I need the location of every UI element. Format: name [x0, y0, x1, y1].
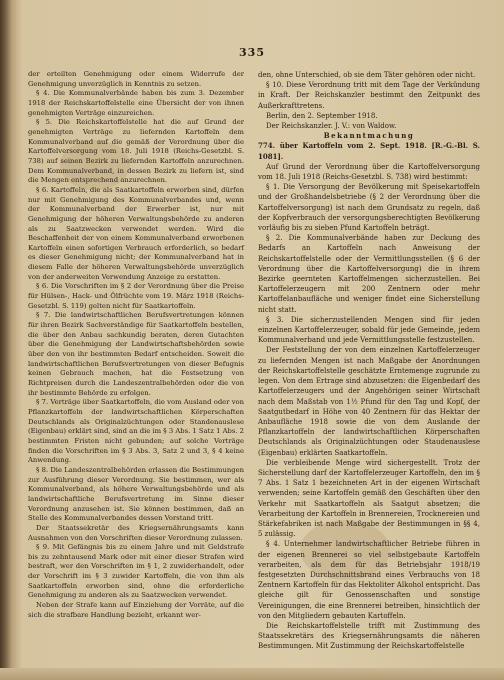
paragraph: § 5. Die Reichskartoffelstelle hat die auf Grund der genehmigten Verträge zu liefernden Kartoffeln dem Kommunalverband auf die gemäß der Verordnung über die Kartoffelversorgung vom 18. Juli 1918 (Reichs-Gesetzbl. S. 738) auf seinen Bezirk zu liefernden Kartoffeln anzurechnen. Dem Kommunalverband, in dessen Bezirk zu liefern ist, sind die Mengen entsprechend anzurechnen.: [28, 118, 244, 185]
section-subheading: 774. über Kartoffeln vom 2. Sept. 1918. [R.-G.-Bl. S. 1081].: [258, 141, 480, 161]
paragraph: § 4. Unternehmer landwirtschaftlicher Betriebe führen in der eigenen Brennerei so viel selbstgebaute Kartoffeln verarbeiten, als dem für das Betriebsjahr 1918/19 festgesetzten Durchschnittsbrand eines Verbrauchs von 18 Zentnern Kartoffeln für das Hektoliter Alkohol entspricht. Das gleiche gilt für Genossenschaften und sonstige Vereinigungen, die eine Brennerei betreiben, hinsichtlich der von den Mitgliedern gebauten Kartoffeln.: [258, 540, 480, 620]
paragraph: § 8. Die Landeszentralbehörden erlassen die Bestimmungen zur Ausführung dieser Verordnung. Sie bestimmen, wer als Kommunalverband, als höhere Verwaltungsbehörde und als landwirtschaftliche Berufsvertretung im Sinne dieser Verordnung anzusehen ist. Sie können bestimmen, daß an Stelle des Kommunalverbandes dessen Vorstand tritt.: [28, 465, 244, 523]
date-line: Berlin, den 2. September 1918.: [266, 111, 378, 120]
paragraph: Auf Grund der Verordnung über die Kartoffelversorgung vom 18. Juli 1918 (Reichs-Gesetzbl. S. 738) wird bestimmt:: [258, 162, 480, 182]
paragraph: § 6. Kartoffeln, die als Saatkartoffeln erworben sind, dürfen nur mit Genehmigung des Kommunalverbandes und, wenn der Kommunalverband der Erwerber ist, nur mit Genehmigung der höheren Verwaltungsbehörde zu anderen als zu Saatzwecken verwendet werden. Wird die Beschaffenheit der von einem Kommunalverband erworbenen Kartoffeln einen sofortigen Verbrauch erforderlich, so bedarf es dieser Genehmigung nicht; der Kommunalverband hat in diesem Falle der höheren Verwaltungsbehörde unverzüglich von der anderweiten Verwendung Anzeige zu erstatten.: [28, 185, 244, 281]
paragraph: Die verbleibende Menge wird sichergestellt. Trotz der Sicherstellung darf der Kartoffelerzeuger Kartoffeln, den im § 7 Abs. 1 Satz 1 bezeichneten Art in der eigenen Wirtschaft verwenden; seine Kartoffeln gemäß den Geschäften über den Verkehr mit Saatkartoffeln als Saatgut absetzen; die Verarbeitung der Kartoffeln in Brennereien, Trocknereien und Stärkefabriken ist nach Maßgabe der Bestimmungen in §§ 4, 5 zulässig.: [258, 458, 480, 539]
page-number: 335: [239, 46, 265, 59]
paragraph: Der Staatssekretär des Kriegsernährungsamts kann Ausnahmen von den Vorschriften dieser Verordnung zulassen.: [28, 523, 244, 542]
paragraph: § 2. Die Kommunalverbände haben zur Deckung des Bedarfs an Kartoffeln nach Anweisung der Reichskartoffelstelle oder der Vermittlungsstellen (§ 6 der Verordnung über die Kartoffelversorgung) die in ihrem Bezirke geernteten Kartoffelmengen sicherzustellen. Bei Kartoffelerzeugern mit 200 Zentnern oder mehr Kartoffelanbaufläche und weniger findet eine Sicherstellung nicht statt.: [258, 234, 480, 314]
page-bottom-edge: [0, 668, 504, 680]
paragraph: § 10. Diese Verordnung tritt mit dem Tage der Verkündung in Kraft. Der Reichskanzler bestimmt den Zeitpunkt des Außerkrafttretens.: [258, 81, 480, 110]
signature-line: Der Reichskanzler. J. V.: von Waldow.: [266, 122, 397, 131]
paragraph: den, ohne Unterschied, ob sie dem Täter gehören oder nicht.: [258, 71, 476, 79]
paragraph: § 3. Die sicherzustellenden Mengen sind für jeden einzelnen Kartoffelerzeuger, sobald für jede Gemeinde, jedem Kommunalverband und jede Vermittlungsstelle festzustellen.: [258, 315, 480, 345]
right-column: [258, 70, 480, 652]
paragraph: § 7. Verträge über Saatkartoffeln, die vom Ausland oder von Pflanzkartoffeln der landwirtschaftlichen Körperschaften Deutschlands als Originalzüchtungen oder Standenauslese (Eigenbau) erklärt sind, sind an die im § 3 Abs. 1 Satz 1 Abs. 2 bestimmten Fristen nicht gebunden; auf solche Verträge finden die Vorschriften im § 3 Abs. 3, Satz 2 und 3, § 4 keine Anwendung.: [28, 398, 244, 465]
paragraph: Die Reichskartoffelstelle trifft mit Zustimmung des Staatssekretärs des Kriegsernährungsamts die näheren Bestimmungen. Mit Zustimmung der Reichskartoffelstelle: [258, 621, 480, 651]
section-heading: Bekanntmachung: [323, 131, 415, 141]
left-column: [28, 70, 244, 620]
paragraph: § 7. Die landwirtschaftlichen Berufsvertretungen können für ihren Bezirk Sachverständige für Saatkartoffeln bestellen, die über den Anbau sachkundig beraten, deren Gutachten über die Genehmigung der Landwirtschaftsbehörden sowie über den von ihr bestimmten Bedarf entscheiden. Soweit die landwirtschaftlichen Berufsvertretungen von dieser Befugnis keinen Gebrauch machen, hat die Festsetzung von Richtpreisen durch die Landeszentralbehörden oder die von ihr bestimmte Behörde zu erfolgen.: [28, 311, 244, 397]
paragraph: § 9. Mit Gefängnis bis zu einem Jahre und mit Geldstrafe bis zu zehntausend Mark oder mit einer dieser Strafen wird bestraft, wer den Vorschriften im § 1, 2 zuwiderhandelt, oder der Vorschrift im § 3 zuwider Kartoffeln, die von ihm als Saatkartoffeln erworben sind, ohne die erforderliche Genehmigung zu anderen als zu Saatzwecken verwendet.: [28, 543, 244, 600]
paragraph: § 1. Die Versorgung der Bevölkerung mit Speisekartoffeln und der Großhandelsbetriebe (§ 2 der Verordnung über die Kartoffelversorgung) ist nach dem Grundsatz zu regeln, daß der Kopfverbrauch der versorgungsberechtigten Bevölkerung vorläufig bis zu sieben Pfund Kartoffeln beträgt.: [258, 183, 480, 233]
paragraph: Neben der Strafe kann auf Einziehung der Vorräte, auf die sich die strafbare Handlung bezieht, erkannt wer-: [28, 601, 244, 619]
paragraph: § 4. Die Kommunalverbände haben bis zum 3. Dezember 1918 der Reichskartoffelstelle eine Übersicht der von ihnen genehmigten Verträge einzureichen.: [28, 89, 244, 117]
paragraph: der erteilten Genehmigung oder einem Widerrufe der Genehmigung unverzüglich in Kenntnis zu setzen.: [28, 70, 244, 88]
paragraph: Der Feststellung der von dem einzelnen Kartoffelerzeuger zu liefernden Mengen ist nach Maßgabe der Anordnungen der Reichskartoffelstelle geschätzte Erntemenge zugrunde zu legen. Von dem Ertrage sind abzusetzen: die Eigenbedarf des Kartoffelerzeugers und der Angehörigen seiner Wirtschaft nach dem Maßstab von 1½ Pfund für den Tag und Kopf, der Saatgutbedarf in Höhe von 40 Zentnern für das Hektar der Anbaufläche 1918 sowie die von dem Auslande der Pflanzkartoffeln der landwirtschaftlichen Körperschaften Deutschlands als Originalzüchtungen oder Staudenauslese (Eigenbau) erklärten Saatkartoffeln.: [258, 346, 480, 457]
paragraph: § 6. Die Vorschriften im § 2 der Verordnung über die Preise für Hülsen-, Hack- und Ölfrüchte vom 19. März 1918 (Reichs-Gesetzbl. S. 119) gelten nicht für Saatkartoffeln.: [28, 282, 244, 310]
